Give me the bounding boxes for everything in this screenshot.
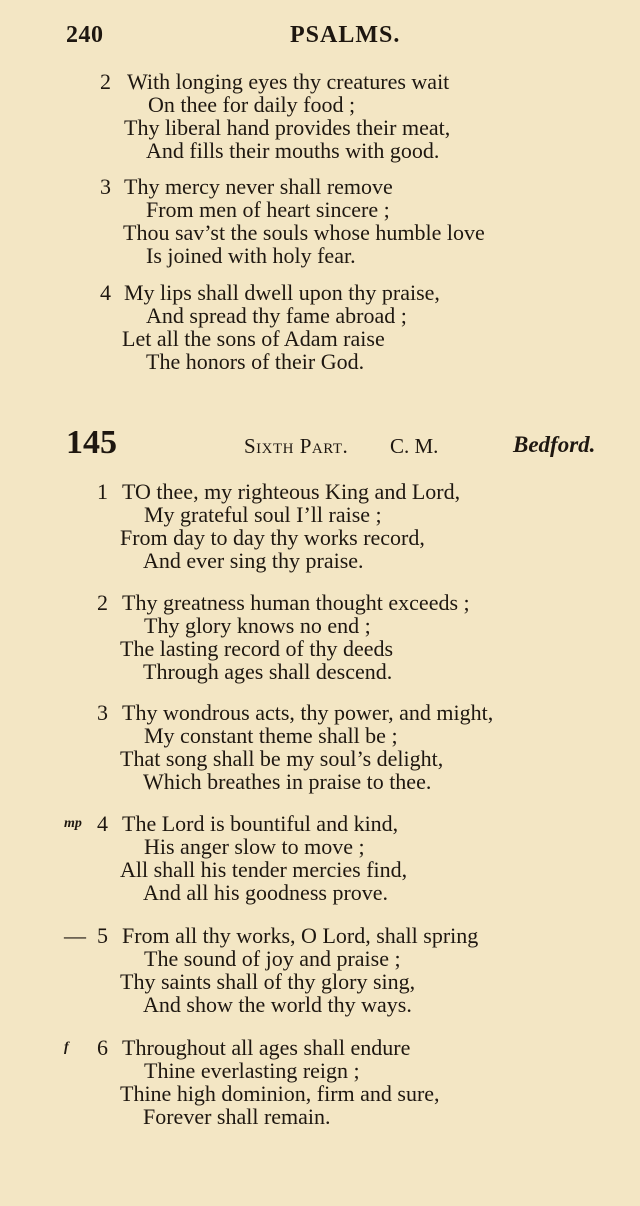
dynamic-mark-dash: — <box>64 923 86 948</box>
stanza-number: 6 <box>97 1035 108 1060</box>
stanza-line: Thy liberal hand provides their meat, <box>124 115 451 140</box>
stanza-line: Thy mercy never shall remove <box>124 174 393 199</box>
hymn-meter: C. M. <box>390 434 439 458</box>
stanza-line: Through ages shall descend. <box>143 659 393 684</box>
stanza-line: The sound of joy and praise ; <box>144 946 401 971</box>
stanza-line: Which breathes in praise to thee. <box>143 769 432 794</box>
stanza-line: My lips shall dwell upon thy praise, <box>124 280 440 305</box>
stanza-line: From men of heart sincere ; <box>146 197 390 222</box>
dynamic-mark-mp: mp <box>64 816 82 831</box>
stanza-line: Let all the sons of Adam raise <box>122 326 385 351</box>
stanza-number: 2 <box>97 590 108 615</box>
running-title: PSALMS. <box>290 22 401 48</box>
stanza-line: All shall his tender mercies find, <box>120 857 408 882</box>
stanza-line: From all thy works, O Lord, shall spring <box>122 923 479 948</box>
stanza-line: With longing eyes thy creatures wait <box>127 69 450 94</box>
stanza-number: 4 <box>97 811 108 836</box>
stanza-line: Thy glory knows no end ; <box>144 613 371 638</box>
hymn-number: 145 <box>66 424 117 461</box>
stanza-number: 2 <box>100 69 111 94</box>
page-header <box>0 20 640 54</box>
tune-name: Bedford. <box>513 432 596 457</box>
stanza-line: TO thee, my righteous King and Lord, <box>122 479 461 504</box>
stanza-number: 5 <box>97 923 108 948</box>
page-number: 240 <box>66 22 104 48</box>
stanza-line: Thy greatness human thought exceeds ; <box>122 590 470 615</box>
stanza-number: 3 <box>100 174 111 199</box>
stanza-line: My grateful soul I’ll raise ; <box>144 502 382 527</box>
stanza-number: 1 <box>97 479 108 504</box>
stanza-line: That song shall be my soul’s delight, <box>120 746 444 771</box>
stanza-line: His anger slow to move ; <box>144 834 365 859</box>
stanza-line: My constant theme shall be ; <box>144 723 398 748</box>
stanza-line: And spread thy fame abroad ; <box>146 303 407 328</box>
stanza-line: Thine high dominion, firm and sure, <box>120 1081 440 1106</box>
stanza-line: Is joined with holy fear. <box>146 243 356 268</box>
stanza-line: From day to day thy works record, <box>120 525 425 550</box>
stanza-line: The Lord is bountiful and kind, <box>122 811 399 836</box>
stanza-number: 4 <box>100 280 111 305</box>
stanza-line: Thy wondrous acts, thy power, and might, <box>122 700 494 725</box>
stanza-line: Thine everlasting reign ; <box>144 1058 360 1083</box>
stanza-line: And fills their mouths with good. <box>146 138 440 163</box>
stanza-line: The honors of their God. <box>146 349 365 374</box>
stanza-line: Thou sav’st the souls whose humble love <box>123 220 485 245</box>
stanza-line: And show the world thy ways. <box>143 992 412 1017</box>
hymn-heading <box>0 424 640 464</box>
hymn-part: Sixth Part. <box>244 434 349 458</box>
stanza-line: And ever sing thy praise. <box>143 548 364 573</box>
stanza-number: 3 <box>97 700 108 725</box>
dynamic-mark-f: f <box>64 1040 69 1055</box>
stanza-line: Forever shall remain. <box>143 1104 331 1129</box>
stanza-line: The lasting record of thy deeds <box>120 636 394 661</box>
stanza-line: And all his goodness prove. <box>143 880 389 905</box>
stanza-line: Thy saints shall of thy glory sing, <box>120 969 416 994</box>
stanza-line: Throughout all ages shall endure <box>122 1035 411 1060</box>
stanza-line: On thee for daily food ; <box>148 92 356 117</box>
